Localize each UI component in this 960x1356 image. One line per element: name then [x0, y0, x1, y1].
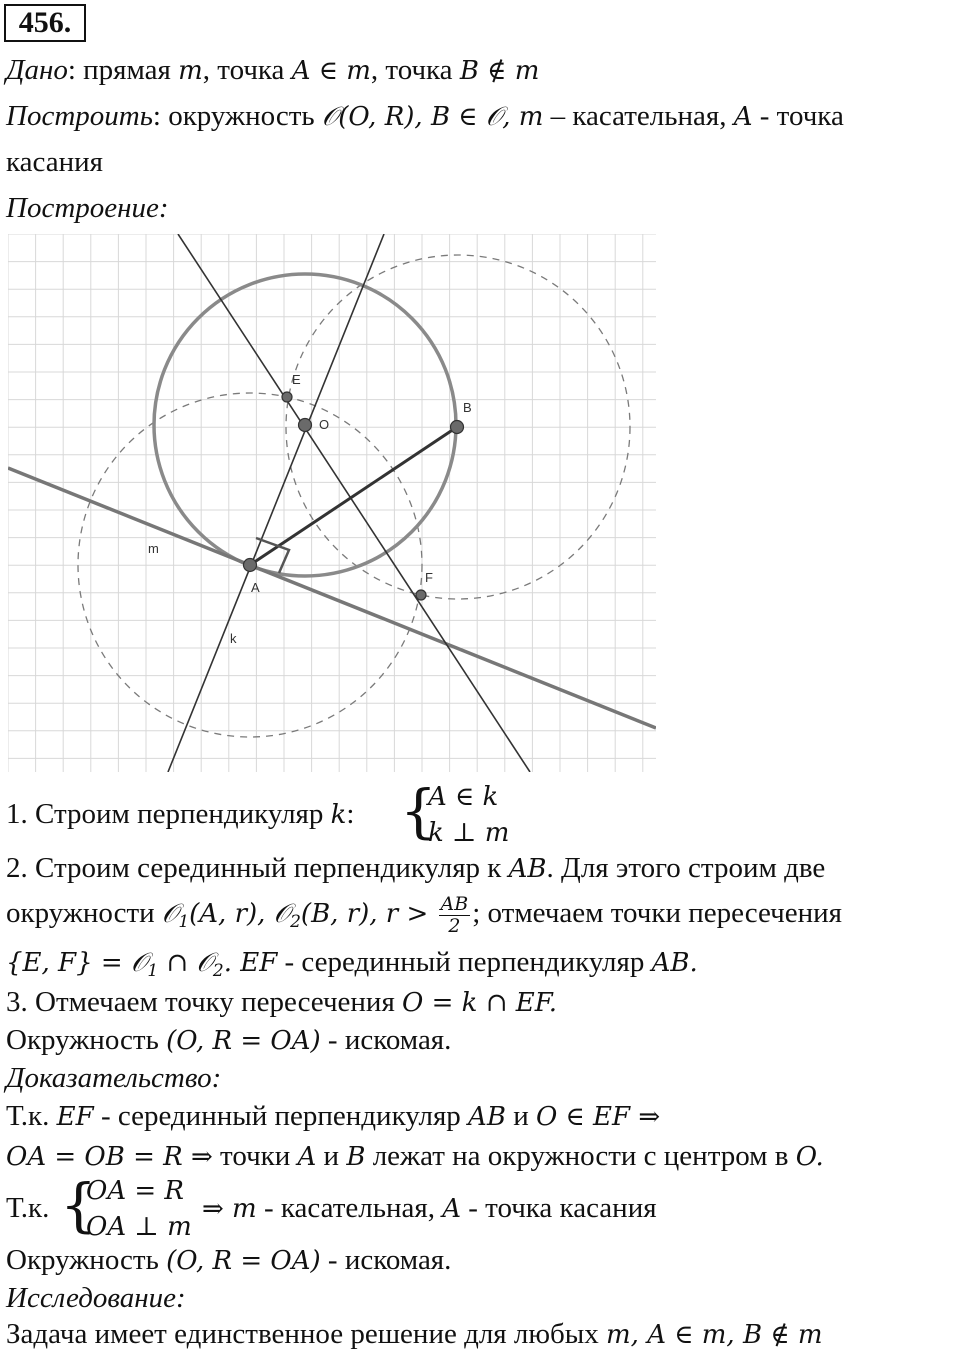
construction-figure	[8, 234, 656, 772]
research-text: Задача имеет единственное решение для любых m, A ∈ m, B ∉ m	[6, 1318, 823, 1350]
given-line: Дано: прямая m, точка A ∈ m, точка B ∉ m	[6, 54, 540, 86]
label-a: A	[251, 580, 260, 595]
point-a	[244, 559, 257, 572]
point-b	[451, 421, 464, 434]
construct-label: Построить	[6, 100, 153, 132]
step-1: 1. Строим перпендикуляр k:	[6, 798, 355, 830]
proof-line-3-conclusion: ⇒ m - касательная, A - точка касания	[202, 1192, 657, 1224]
label-o: O	[319, 417, 330, 432]
problem-number: 456.	[4, 4, 86, 42]
proof-label: Доказательство:	[6, 1062, 222, 1094]
fraction: $\frac{AB}{2}$	[440, 893, 469, 937]
proof-line-1: Т.к. EF - серединный перпендикуляр AB и O ∈ EF ⇒	[6, 1100, 661, 1132]
research-label: Исследование:	[6, 1282, 186, 1314]
label-k: k	[230, 631, 237, 646]
step-2-line-2: окружности 𝒪$_1$(A, r), 𝒪$_2$(B, r), r > $\frac{AB}{2}$ ; отмечаем точки пересечения	[6, 893, 842, 937]
step-result: Окружность (O, R = OA) - искомая.	[6, 1024, 452, 1056]
proof-line-2: OA = OB = R ⇒ точки A и B лежат на окружности с центром в O.	[6, 1140, 824, 1172]
step-1-system-row-1: A ∈ k	[428, 782, 499, 812]
system-brace-2: {	[60, 1171, 97, 1239]
construct-line: Построить: окружность 𝒪(O, R), B ∈ 𝒪, m – касательная, A - точка	[6, 100, 844, 132]
construction-label: Построение:	[6, 192, 169, 224]
grid	[8, 234, 656, 772]
point-o	[299, 419, 312, 432]
step-3: 3. Отмечаем точку пересечения O = k ∩ EF.	[6, 986, 557, 1018]
label-m: m	[148, 541, 159, 556]
label-b: B	[463, 400, 472, 415]
step-1-system-row-2: k ⊥ m	[428, 818, 510, 848]
construct-line-2: касания	[6, 146, 103, 178]
proof-line-3: Т.к.	[6, 1192, 50, 1224]
step-2-line-1: 2. Строим серединный перпендикуляр к AB. Для этого строим две	[6, 852, 826, 884]
given-label: Дано	[6, 54, 68, 86]
line-m	[8, 468, 656, 728]
proof-line-4: Окружность (O, R = OA) - искомая.	[6, 1244, 452, 1276]
label-f: F	[425, 570, 433, 585]
proof-system-row-1: OA = R	[86, 1176, 184, 1206]
point-e	[282, 392, 292, 402]
step-2-line-3: {E, F} = 𝒪$_1$ ∩ 𝒪$_2$. EF - серединный перпендикуляр AB.	[6, 946, 698, 981]
point-f	[416, 590, 426, 600]
proof-system-row-2: OA ⊥ m	[86, 1212, 192, 1242]
label-e: E	[292, 372, 301, 387]
system-brace-1: {	[400, 777, 437, 845]
segment-ab	[250, 427, 457, 565]
